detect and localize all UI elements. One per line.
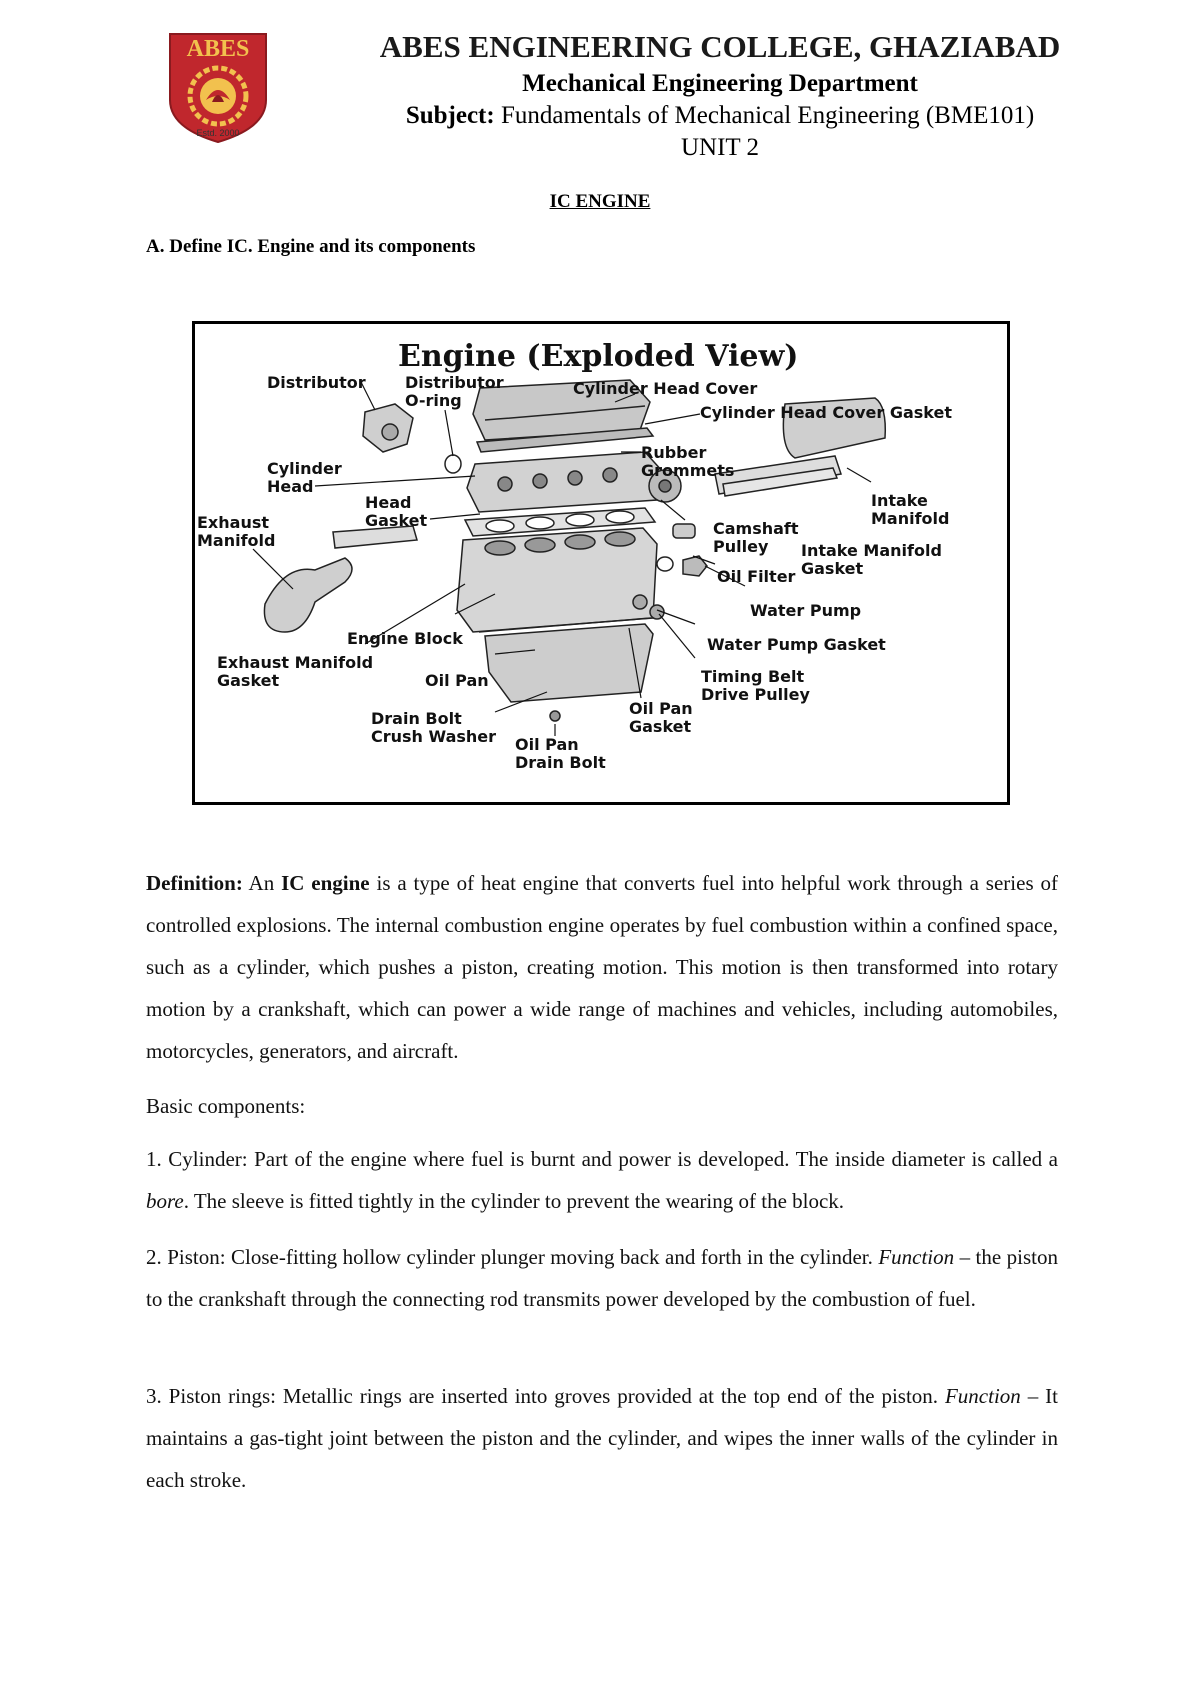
- label-head-gasket-1: Head: [365, 493, 412, 512]
- label-rubber-2: Grommets: [641, 461, 735, 480]
- page-title: IC ENGINE: [549, 191, 651, 212]
- document-header: [300, 28, 1140, 164]
- label-timing-belt-2: Drive Pulley: [701, 685, 810, 704]
- component-text: 2. Piston: Close-fitting hollow cylinder plunger moving back and forth in the cylinder.: [146, 1245, 879, 1269]
- label-cylinder-head-1: Cylinder: [267, 459, 342, 478]
- component-text: – the piston to the crankshaft through the connecting rod transmits power developed by the combustion of fuel.: [146, 1245, 1059, 1311]
- subject-label: Subject:: [405, 102, 495, 129]
- label-rubber-1: Rubber: [641, 443, 707, 462]
- label-oil-pan-gasket-1: Oil Pan: [629, 699, 693, 718]
- component-item: [146, 1138, 1058, 1222]
- label-camshaft-pulley-1: Camshaft: [713, 519, 799, 538]
- label-oil-pan-drain-2: Drain Bolt: [515, 753, 606, 772]
- definition-pre: An: [242, 871, 282, 895]
- component-emphasis: Function: [878, 1245, 955, 1269]
- subject-value: Fundamentals of Mechanical Engineering (BME101): [494, 102, 1035, 129]
- component-item: [146, 1236, 1058, 1320]
- component-item: [146, 1375, 1058, 1501]
- label-exhaust-gasket-2: Gasket: [217, 671, 280, 690]
- label-cylinder-head-cover-gasket: Cylinder Head Cover Gasket: [700, 403, 952, 422]
- logo-text: ABES: [186, 36, 250, 62]
- label-water-pump: Water Pump: [750, 601, 862, 620]
- label-water-pump-gasket: Water Pump Gasket: [707, 635, 886, 654]
- definition-block: [146, 862, 1058, 1072]
- label-intake-manifold-1: Intake: [871, 491, 928, 510]
- college-name: ABES ENGINEERING COLLEGE, GHAZIABAD: [379, 29, 1061, 64]
- label-distributor-oring-2: O-ring: [405, 391, 462, 410]
- label-timing-belt-1: Timing Belt: [701, 667, 805, 686]
- label-exhaust-gasket-1: Exhaust Manifold: [217, 653, 374, 672]
- label-oil-pan-drain-1: Oil Pan: [515, 735, 579, 754]
- label-intake-gasket-1: Intake Manifold: [801, 541, 942, 560]
- component-text: . The sleeve is fitted tightly in the cylinder to prevent the wearing of the block.: [183, 1189, 845, 1213]
- definition-label: Definition:: [146, 871, 243, 895]
- logo-est: Estd. 2000: [196, 128, 240, 138]
- component-emphasis: bore: [146, 1189, 184, 1213]
- label-oil-filter: Oil Filter: [717, 567, 796, 586]
- label-cylinder-head-2: Head: [267, 477, 314, 496]
- component-text: 3. Piston rings: Metallic rings are inserted into groves provided at the top end of the piston.: [146, 1384, 945, 1408]
- component-text: 1. Cylinder: Part of the engine where fuel is burnt and power is developed. The inside diameter is called a: [146, 1147, 1058, 1171]
- label-exhaust-manifold-2: Manifold: [197, 531, 276, 550]
- subject-line: [300, 100, 1140, 132]
- label-distributor-oring-1: Distributor: [405, 373, 504, 392]
- engine-exploded-figure: [192, 321, 1010, 805]
- definition-paragraph: [146, 862, 1058, 1072]
- label-camshaft-pulley-2: Pulley: [713, 537, 769, 556]
- definition-term: IC engine: [281, 871, 370, 895]
- definition-text: is a type of heat engine that converts fuel into helpful work through a series of controlled explosions. The internal combustion engine operates by fuel combustion within a confined space, such as a cylinder, which pushes a piston, creating motion. This motion is then transformed into rotary motion by a crankshaft, which can power a wide range of machines and vehicles, including automobiles, motorcycles, generators, and aircraft.: [146, 871, 1058, 1063]
- label-intake-gasket-2: Gasket: [801, 559, 864, 578]
- label-exhaust-manifold-1: Exhaust: [197, 513, 269, 532]
- label-cylinder-head-cover: Cylinder Head Cover: [573, 379, 758, 398]
- basic-components-heading: Basic components:: [146, 1094, 306, 1118]
- department-name: Mechanical Engineering Department: [522, 70, 918, 97]
- label-head-gasket-2: Gasket: [365, 511, 428, 530]
- section-heading: A. Define IC. Engine and its components: [146, 236, 476, 257]
- unit-label: UNIT 2: [680, 134, 759, 161]
- component-emphasis: Function: [944, 1384, 1021, 1408]
- label-intake-manifold-2: Manifold: [871, 509, 950, 528]
- figure-title: Engine (Exploded View): [398, 339, 799, 374]
- label-distributor: Distributor: [267, 373, 366, 392]
- component-text: – It maintains a gas-tight joint between the piston and the cylinder, and wipes the inner walls of the cylinder in each stroke.: [146, 1384, 1058, 1492]
- label-drain-bolt-1: Drain Bolt: [371, 709, 462, 728]
- label-oil-pan: Oil Pan: [425, 671, 489, 690]
- label-drain-bolt-2: Crush Washer: [371, 727, 497, 746]
- label-engine-block: Engine Block: [347, 629, 463, 648]
- label-oil-pan-gasket-2: Gasket: [629, 717, 692, 736]
